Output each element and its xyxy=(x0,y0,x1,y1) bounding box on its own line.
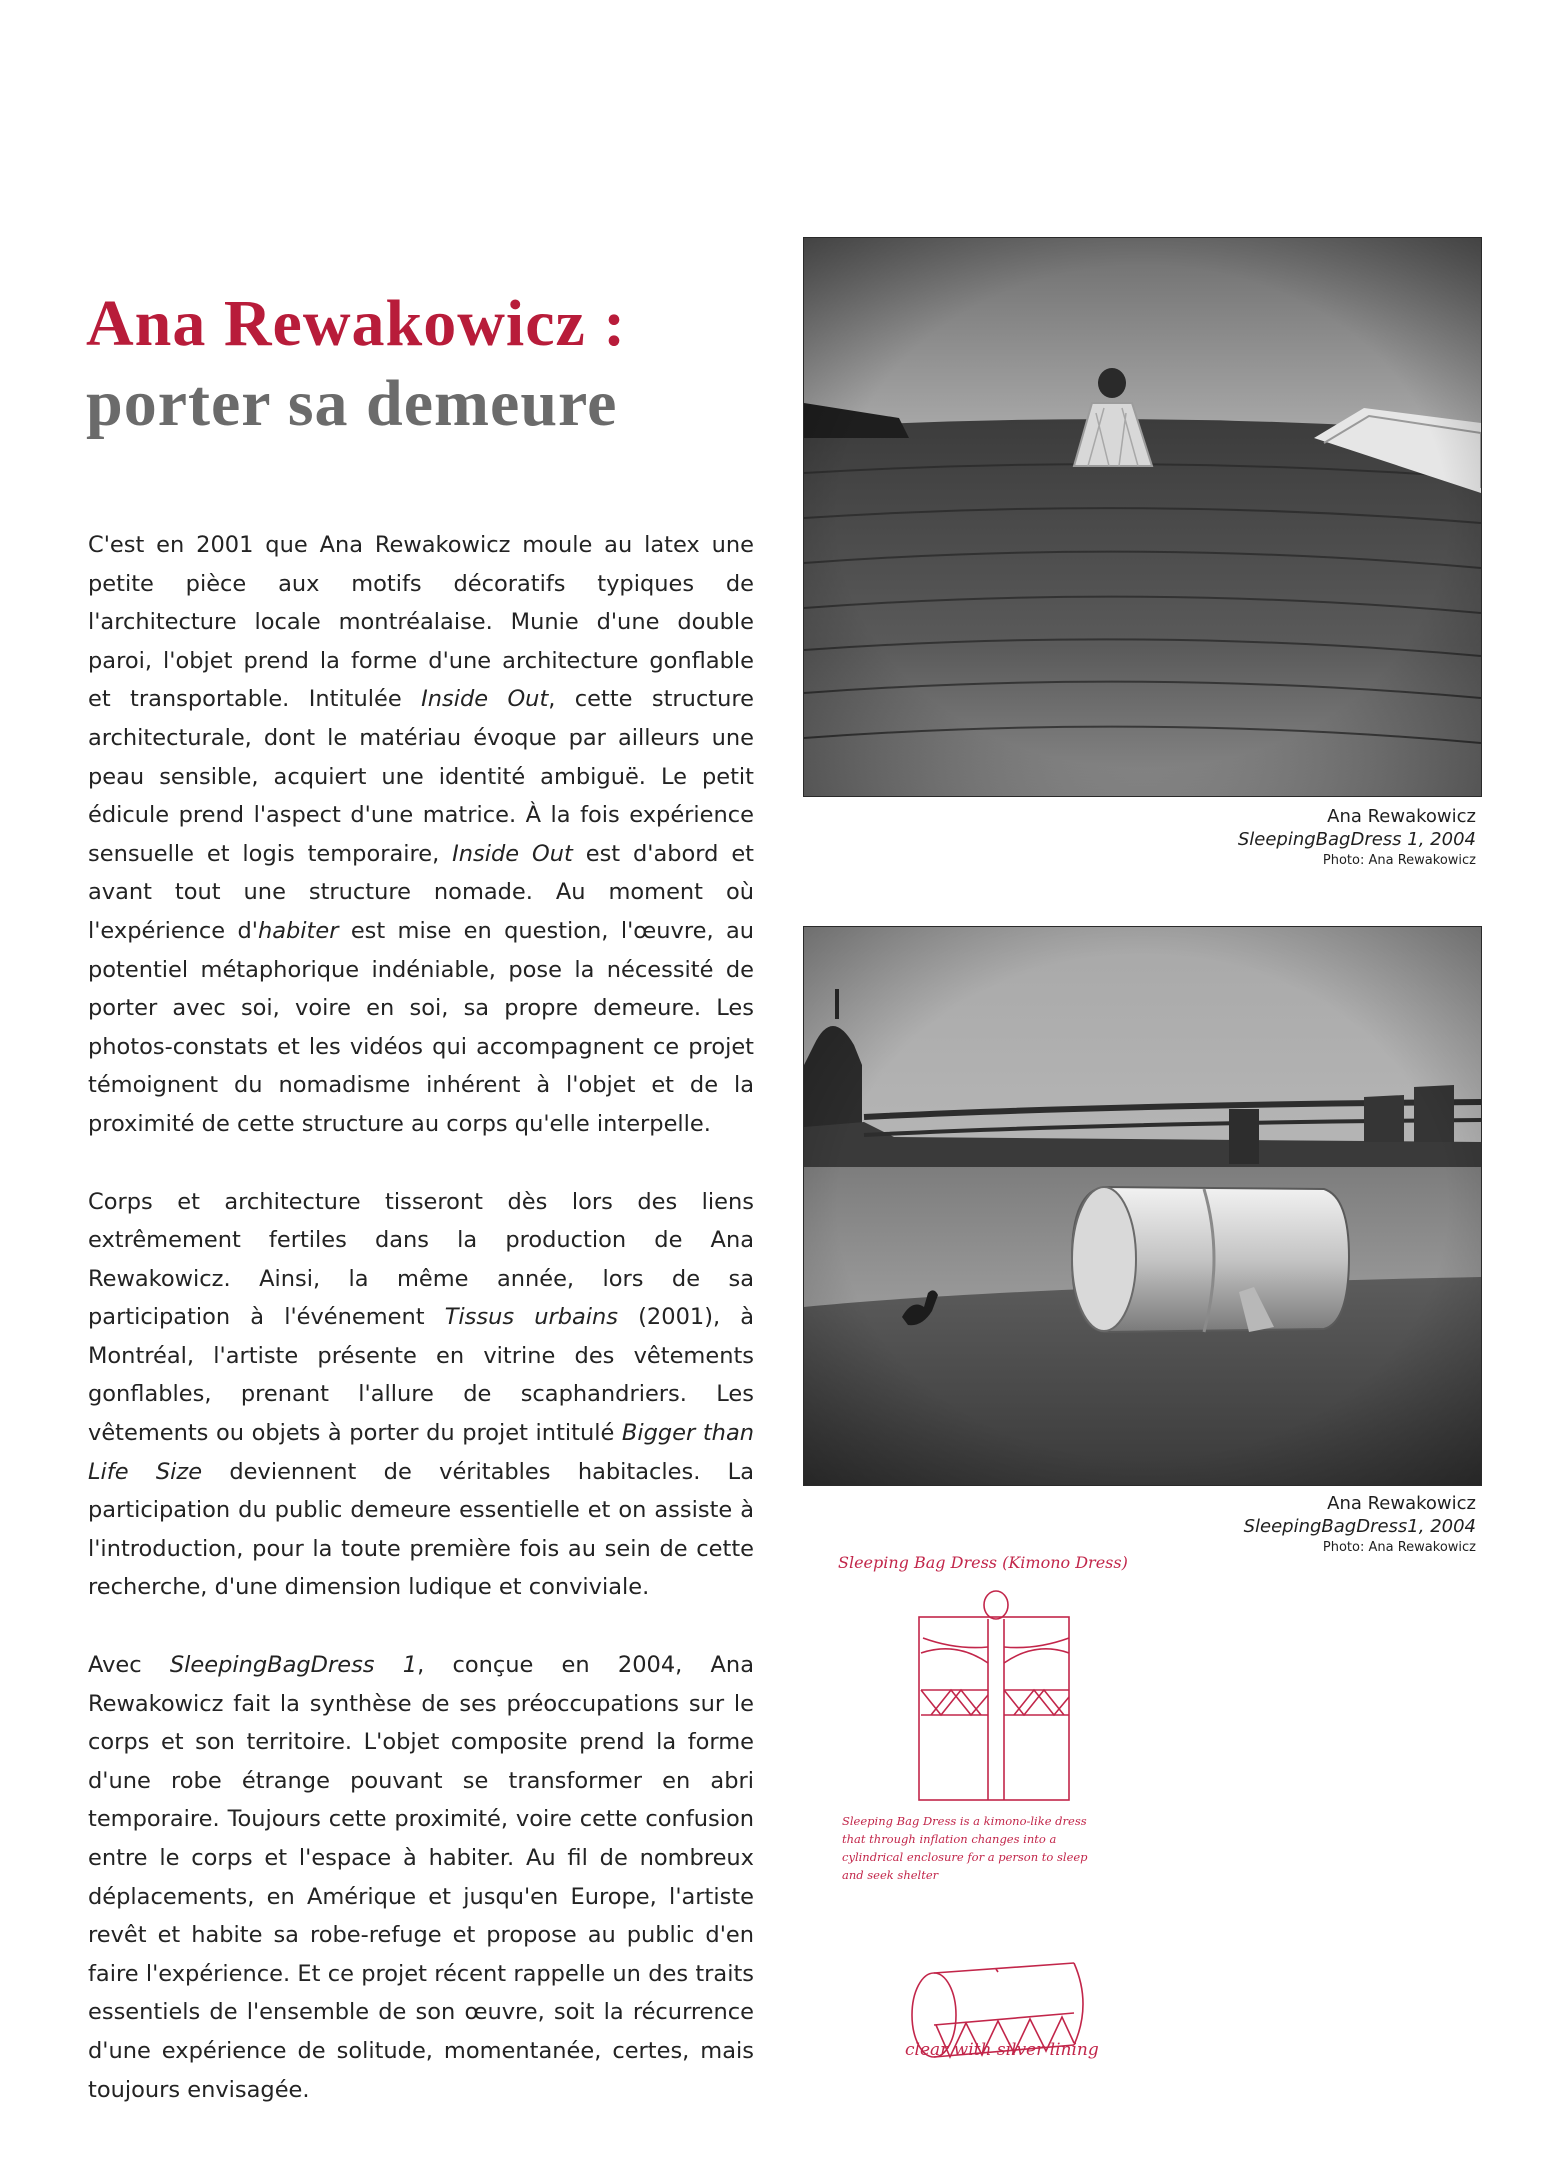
italic-run: Inside Out xyxy=(421,686,549,713)
text-run: est d'abord et avant tout une structure nomade. Au moment où l'expérience d' xyxy=(88,840,754,944)
caption-artist: Ana Rewakowicz xyxy=(1327,1493,1476,1514)
caption-credit: Photo: Ana Rewakowicz xyxy=(1322,853,1476,868)
caption-artist: Ana Rewakowicz xyxy=(1327,806,1476,827)
photo-stairs-caption xyxy=(976,805,1476,870)
photo-riverbank-image xyxy=(804,927,1481,1485)
italic-run: Inside Out xyxy=(452,840,573,867)
sketch-label: clear with silver lining xyxy=(905,2040,1099,2060)
italic-run: Bigger than Life Size xyxy=(88,1420,754,1485)
text-run: Corps et architecture tisseront dès lors des liens extrêmement fertiles dans la production de Ana Rewakowicz. Ainsi, la même année, lors de sa participation à l'événement xyxy=(88,1188,754,1331)
text-run: , cette structure architecturale, dont le matériau évoque par ailleurs une peau sensible, acquiert une identité ambiguë. Le petit édicule prend l'aspect d'une matrice. À la fois expérience sensuelle et logis temporaire, xyxy=(88,686,754,867)
text-run: , conçue en 2004, Ana Rewakowicz fait la synthèse de ses préoccupations sur le corps et son territoire. L'objet composite prend la forme d'une robe étrange pouvant se transformer en abri temporaire. Toujours cette proximité, voire cette confusion entre le corps et l'espace à habiter. Au fil de nombreux déplacements, en Amérique et jusqu'en Europe, l'artiste revêt et habite sa robe-refuge et propose au public d'en faire l'expérience. Et ce projet récent rappelle un des traits essentiels de l'ensemble de son œuvre, soit la récurrence d'une expérience de solitude, momentanée, certes, mais toujours envisagée. xyxy=(88,1652,754,2103)
article-body xyxy=(88,526,754,2148)
text-run: Avec xyxy=(88,1652,170,1679)
title-line-subtitle: porter sa demeure xyxy=(86,367,618,441)
sketch-note: Sleeping Bag Dress is a kimono-like dress that through inflation changes into a cylindrical enclosure for a person to sleep and seek shelter xyxy=(842,1814,1088,1882)
italic-run: Tissus urbains xyxy=(444,1304,619,1331)
text-run: deviennent de véritables habitacles. La participation du public demeure essentielle et on assiste à l'introduction, pour la toute première fois au sein de cette recherche, d'une dimension ludique et conviviale. xyxy=(88,1458,754,1601)
photo-riverbank xyxy=(803,926,1482,1486)
photo-stairs xyxy=(803,237,1482,797)
caption-work: SleepingBagDress 1, 2004 xyxy=(1237,829,1476,850)
paragraph-3 xyxy=(88,1646,754,2109)
caption-work: SleepingBagDress1, 2004 xyxy=(1243,1516,1476,1537)
article-title xyxy=(86,284,786,444)
sketch-title: Sleeping Bag Dress (Kimono Dress) xyxy=(838,1553,1128,1572)
paragraph-2 xyxy=(88,1183,754,1608)
title-line-artist: Ana Rewakowicz : xyxy=(86,287,627,361)
caption-credit: Photo: Ana Rewakowicz xyxy=(1322,1540,1476,1555)
italic-run: habiter xyxy=(257,917,339,944)
text-run: est mise en question, l'œuvre, au potentiel métaphorique indéniable, pose la nécessité de porter avec soi, voire en soi, sa propre demeure. Les photos-constats et les vidéos qui accompagnent ce projet témoignent du nomadisme inhérent à l'objet et de la proximité de cette structure au corps qu'elle interpelle. xyxy=(88,917,754,1137)
photo-stairs-image xyxy=(804,238,1481,796)
text-run: C'est en 2001 que Ana Rewakowicz moule au latex une petite pièce aux motifs décoratifs typiques de l'architecture locale montréalaise. Munie d'une double paroi, l'objet prend la forme d'une architecture gonflable et transportable. Intitulée xyxy=(88,532,754,713)
paragraph-1 xyxy=(88,526,754,1144)
text-run: (2001), à Montréal, l'artiste présente en vitrine des vêtements gonflables, prenant l'allure de scaphandriers. Les vêtements ou objets à porter du projet intitulé xyxy=(88,1304,755,1447)
italic-run: SleepingBagDress 1 xyxy=(169,1652,418,1679)
